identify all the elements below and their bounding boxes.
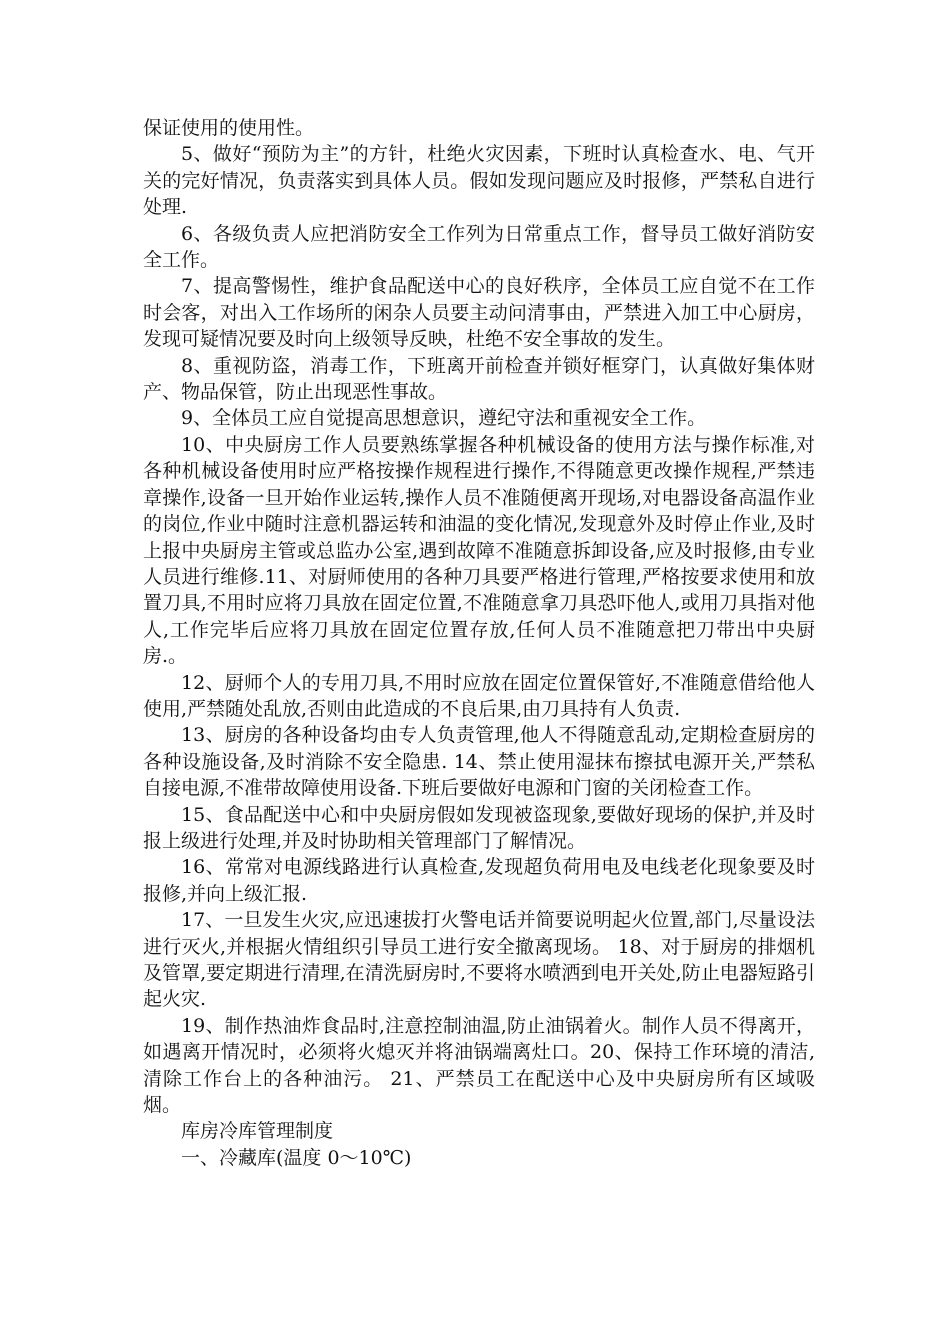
paragraph-5: 8、重视防盗，消毒工作，下班离开前检查并锁好框穿门，认真做好集体财产、物品保管，防止出现恶性事故。 (143, 354, 815, 404)
paragraph-1: 保证使用的使用性。 (143, 117, 315, 139)
paragraph-2: 5、做好“预防为主”的方针，杜绝火灾因素，下班时认真检查水、电、气开关的完好情况，负责落实到具体人员。假如发现问题应及时报修，严禁私自进行处理. (143, 143, 815, 219)
paragraph-12: 17、一旦发生火灾,应迅速拔打火警电话并简要说明起火位置,部门,尽量设法进行灭火,并根据火情组织引导员工进行安全撤离现场。 18、对于厨房的排烟机及管罩,要定期进行清理,在清洗厨房时,不要将水喷洒到电开关处,防止电器短路引起火灾. (143, 909, 815, 1011)
paragraph-13: 19、制作热油炸食品时,注意控制油温,防止油锅着火。制作人员不得离开，如遇离开情况时，必须将火熄灭并将油锅端离灶口。20、保持工作环境的清洁,清除工作台上的各种油污。 21、严禁员工在配送中心及中央厨房所有区域吸烟。 (143, 1014, 815, 1117)
paragraph-3: 6、各级负责人应把消防安全工作列为日常重点工作，督导员工做好消防安全工作。 (143, 222, 815, 272)
paragraph-7: 10、中央厨房工作人员要熟练掌握各种机械设备的使用方法与操作标准,对各种机械设备使用时应严格按操作规程进行操作,不得随意更改操作规程,严禁违章操作,设备一旦开始作业运转,操作人员不准随便离开现场,对电器设备高温作业的岗位,作业中随时注意机器运转和油温的变化情况,发现意外及时停止作业,及时上报中央厨房主管或总监办公室,遇到故障不准随意拆卸设备,应及时报修,由专业人员进行维修.11、对厨师使用的各种刀具要严格进行管理,严格按要求使用和放置刀具,不用时应将刀具放在固定位置,不准随意拿刀具恐吓他人,或用刀具指对他人,工作完毕后应将刀具放在固定位置存放,任何人员不准随意把刀带出中央厨房.。 (143, 433, 815, 668)
paragraph-6: 9、全体员工应自觉提高思想意识，遵纪守法和重视安全工作。 (181, 407, 707, 430)
section-heading: 库房冷库管理制度 (181, 1120, 334, 1143)
paragraph-8: 12、厨师个人的专用刀具,不用时应放在固定位置保管好,不准随意借给他人使用,严禁随处乱放,否则由此造成的不良后果,由刀具持有人负责. (143, 671, 815, 720)
paragraph-4: 7、提高警惕性，维护食品配送中心的良好秩序，全体员工应自觉不在工作时会客，对出入工作场所的闲杂人员要主动问清事由，严禁进入加工中心厨房，发现可疑情况要及时向上级领导反映，杜绝不安全事故的发生。 (143, 275, 815, 351)
document-page (143, 115, 815, 1171)
paragraph-9: 13、厨房的各种设备均由专人负责管理,他人不得随意乱动,定期检查厨房的各种设施设备,及时消除不安全隐患. 14、禁止使用湿抹布擦拭电源开关,严禁私自接电源,不准带故障使用设备.下班后要做好电源和门窗的关闭检查工作。 (143, 724, 815, 800)
subsection-heading: 一、冷藏库(温度 0～10℃) (181, 1146, 412, 1169)
paragraph-10: 15、食品配送中心和中央厨房假如发现被盗现象,要做好现场的保护,并及时报上级进行处理,并及时协助相关管理部门了解情况。 (143, 803, 815, 852)
paragraph-11: 16、常常对电源线路进行认真检查,发现超负荷用电及电线老化现象要及时报修,并向上级汇报. (143, 856, 815, 905)
